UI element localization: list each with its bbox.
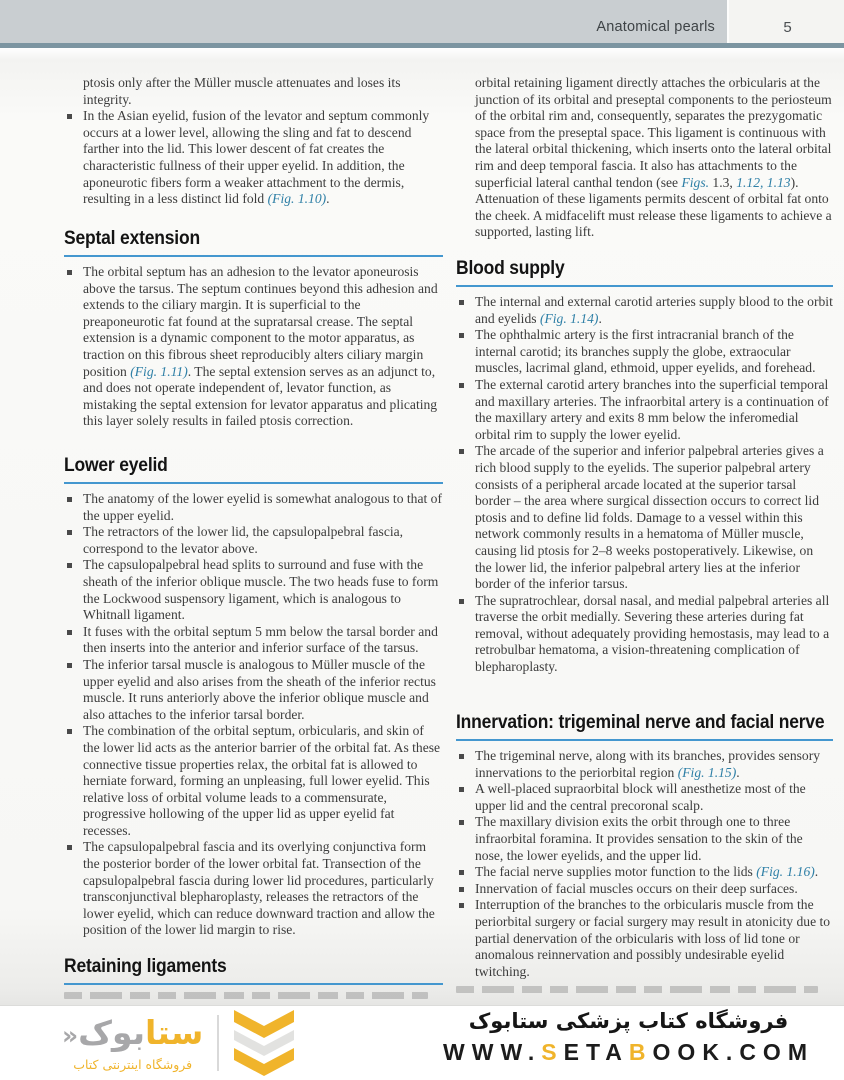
- text-run: The facial nerve supplies motor function to the lids: [475, 864, 757, 880]
- bullet-list: [456, 294, 833, 676]
- running-header-title: Anatomical pearls: [596, 19, 715, 35]
- footer-url: [443, 1039, 814, 1066]
- logo-divider: [217, 1015, 219, 1071]
- figure-reference: 1.12, 1.13: [736, 174, 791, 190]
- footer-url-segment: WWW.: [443, 1039, 542, 1065]
- content-section: [456, 75, 833, 257]
- bullet-item: [456, 748, 833, 781]
- chevron-emblem-icon: [233, 1010, 295, 1076]
- text-run: In the Asian eyelid, fusion of the levator and septum commonly occurs at a lower level, allowing the sling and fat to descend farther into the lid. This lower descent of fat creates the characteristic fullness of their upper eyelid. In addition, the aponeurotic fibers form a weaker attachment to the dermis, resulting in a less distinct lid fold: [83, 108, 430, 207]
- page-content: [0, 48, 844, 1006]
- text-run: The internal and external carotid arteries supply blood to the orbit and eyelids: [475, 294, 833, 326]
- running-header-band: [0, 0, 727, 43]
- bullet-item: [64, 557, 443, 623]
- text-run: The maxillary division exits the orbit through one to three infraorbital foramina. It provides sensation to the skin of the nose, the lower eyelids, and the upper lid.: [475, 814, 803, 863]
- section-heading: [456, 258, 833, 287]
- text-run: The trigeminal nerve, along with its branches, provides sensory innervations to the periorbital region: [475, 748, 821, 780]
- bullet-item: [64, 657, 443, 723]
- bullet-list: [64, 491, 443, 939]
- bullet-item: [64, 624, 443, 657]
- text-run: The orbital septum has an adhesion to the levator aponeurosis above the tarsus. The septum continues beyond this adhesion and extends to the ciliary margin. It is superficial to the preaponeurotic fat found at the supratarsal crease. The septal extension is a dynamic component to the motor apparatus, as traction on this fibrous sheet reproducibly alters ciliary margin position: [83, 264, 438, 379]
- bullet-item: [456, 443, 833, 592]
- content-section: [456, 712, 833, 1005]
- right-column: [456, 75, 833, 1005]
- section-heading: [64, 228, 443, 257]
- section-heading-text: Blood supply: [456, 258, 565, 279]
- text-run: The anatomy of the lower eyelid is somewhat analogous to that of the upper eyelid.: [83, 491, 443, 523]
- footer-url-segment: ETA: [563, 1039, 629, 1065]
- text-run: .: [814, 864, 819, 880]
- bullet-item: [456, 593, 833, 676]
- text-run: The supratrochlear, dorsal nasal, and medial palpebral arteries all traverse the orbit medially. Severing these arteries during fat removal, without adequately providing hemostasis, may lead to a retrobulbar hematoma, a vision-threatening complication of blepharoplasty.: [475, 592, 830, 675]
- text-run: The capsulopalpebral fascia and its overlying conjunctiva form the posterior border of the lower orbital fat. Transection of the capsulopalpebral fascia during lower lid procedures, particularly transconjunctival blepharoplasty, releases the retractors of the lower eyelid, which can reduce downward traction and allow the position of the lower lid margin to rise.: [83, 839, 435, 938]
- bullet-item: [456, 814, 833, 864]
- setabook-wordmark: [62, 1012, 204, 1054]
- text-run: It fuses with the orbital septum 5 mm below the tarsal border and then inserts into the anterior and inferior surface of the tarsus.: [83, 623, 438, 656]
- figure-reference: (Fig. 1.14): [539, 310, 599, 326]
- guillemet-mark-icon: «: [62, 1020, 79, 1050]
- bullet-item: [456, 294, 833, 327]
- text-run: The inferior tarsal muscle is analogous to Müller muscle of the upper eyelid and also arises from the sheath of the inferior rectus muscle. It runs anteriorly above the inferior oblique muscle and also attaches to the inferior tarsal border.: [83, 656, 436, 722]
- bullet-list: [456, 75, 833, 241]
- store-title: فروشگاه کتاب پزشکی ستابوک: [468, 1009, 789, 1033]
- wordmark-secondary: بوک: [78, 1012, 146, 1052]
- bullet-item: [456, 377, 833, 443]
- footer-url-segment: B: [628, 1039, 653, 1065]
- figure-reference: Figs.: [681, 174, 710, 190]
- text-run: The external carotid artery branches into the superficial temporal and maxillary arteries. The infraorbital artery is a continuation of the maxillary artery and exits 8 mm below the inferomedial orbital rim to supply the lower eyelid.: [475, 376, 829, 442]
- watermark-footer: [0, 1006, 844, 1080]
- section-heading: [64, 956, 443, 985]
- section-heading-text: Lower eyelid: [64, 455, 168, 476]
- bullet-item: [64, 524, 443, 557]
- content-section: [64, 956, 443, 1005]
- text-run: .: [598, 310, 602, 326]
- setabook-logo-subtitle: فروشگاه اینترنتی کتاب: [73, 1056, 193, 1072]
- bullet-item: [64, 839, 443, 939]
- text-run: ). Attenuation of these ligaments permits descent of orbital fat onto the cheek. A midfacelift must release these ligaments to achieve a supported, lasting lift.: [475, 174, 832, 240]
- bullet-item: [64, 264, 443, 430]
- continuation-paragraph: [64, 75, 443, 108]
- left-column: [64, 75, 443, 1005]
- section-heading: [456, 712, 833, 741]
- continuation-paragraph: [456, 75, 833, 241]
- text-run: The capsulopalpebral head splits to surround and fuse with the sheath of the inferior oblique muscle. The two heads fuse to form the Lockwood suspensory ligament, which is analogous to Whitnall ligament.: [83, 557, 439, 623]
- figure-reference: (Fig. 1.16): [756, 864, 815, 880]
- bullet-item: [64, 723, 443, 839]
- page-number-box: [727, 0, 844, 43]
- store-info: [443, 1009, 814, 1066]
- text-run: 1.3,: [709, 174, 737, 190]
- text-run: Interruption of the branches to the orbicularis muscle from the periorbital surgery or facial surgery may result in atonicity due to partial denervation of the orbicularis with loss of lid tone or anomalous reinnervation and possibly undesirable eyelid twitching.: [475, 897, 831, 979]
- bullet-item: [64, 108, 443, 208]
- content-section: [64, 228, 443, 454]
- bullet-item: [64, 491, 443, 524]
- text-run: Innervation of facial muscles occurs on their deep surfaces.: [475, 880, 798, 896]
- bullet-item: [456, 781, 833, 814]
- bullet-item: [456, 881, 833, 898]
- bullet-list: [64, 75, 443, 208]
- content-section: [456, 258, 833, 711]
- footer-url-segment: S: [541, 1039, 564, 1065]
- wordmark-primary: ستا: [145, 1012, 204, 1052]
- text-run: orbital retaining ligament directly attaches the orbicularis at the junction of its orbital and preseptal components to the periosteum of the orbital rim and, consequently, separates the prezygomatic space from the preseptal space. This ligament is continuous with the lateral orbital thickening, which inserts onto the lateral orbital rim and deep temporal fascia. It also has attachments to the superficial lateral canthal tendon (see: [475, 75, 832, 190]
- section-heading-text: Septal extension: [64, 228, 200, 249]
- bullet-item: [456, 864, 833, 881]
- bullet-item: [456, 327, 833, 377]
- text-run: The ophthalmic artery is the first intracranial branch of the internal carotid; its branches supply the globe, extraocular muscles, lacrimal gland, ethmoid, upper eyelids, and forehead.: [475, 327, 816, 376]
- text-run: A well-placed supraorbital block will anesthetize most of the upper lid and the central precoronal scalp.: [475, 781, 806, 813]
- figure-reference: (Fig. 1.11): [130, 363, 188, 379]
- text-run: ptosis only after the Müller muscle attenuates and loses its integrity.: [83, 75, 401, 107]
- section-heading: [64, 455, 443, 484]
- section-heading-text: Innervation: trigeminal nerve and facial nerve: [456, 712, 825, 733]
- setabook-wordmark-block: [62, 1012, 204, 1072]
- text-run: . The septal extension serves as an adjunct to, and does not operate independent of, levator function, as mistaking the septal extension for levator apparatus and plicating this layer solely results in failed ptosis correction.: [83, 363, 438, 429]
- text-run: .: [326, 191, 330, 207]
- bullet-list: [456, 748, 833, 980]
- content-section: [64, 455, 443, 955]
- setabook-logo: [62, 1010, 295, 1076]
- text-run: .: [736, 764, 740, 780]
- bullet-item: [456, 897, 833, 980]
- figure-reference: (Fig. 1.15): [677, 764, 737, 780]
- content-section: [64, 75, 443, 227]
- text-run: The arcade of the superior and inferior palpebral arteries gives a rich blood supply to the eyelids. The superior palpebral artery consists of a peripheral arcade located at the superior tarsal border – the area where surgical dissection occurs to correct lid ptosis and to define lid folds. Damage to a vessel within this network commonly results in a hematoma of Müller muscle, causing lid ptosis for 2–8 weeks postoperatively. Likewise, on the lower lid, the inferior palpebral artery lies at the inferior border of the inferior tarsus.: [475, 443, 824, 592]
- footer-url-segment: OOK.COM: [652, 1039, 814, 1065]
- text-run: The combination of the orbital septum, orbicularis, and skin of the lower lid acts as the anterior barrier of the orbital fat. As these connective tissue properties relax, the orbital fat is allowed to herniate forward, forming an unpleasing, full lower eyelid. This relative loss of orbital volume leads to a commensurate, progressive hollowing of the upper lid as upper eyelid fat recesses.: [83, 723, 441, 838]
- page-number: 5: [783, 19, 792, 36]
- clipped-text-line: [64, 992, 428, 999]
- clipped-text-line: [456, 986, 818, 993]
- section-heading-text: Retaining ligaments: [64, 956, 227, 977]
- text-run: The retractors of the lower lid, the capsulopalpebral fascia, correspond to the levator above.: [83, 524, 404, 556]
- figure-reference: (Fig. 1.10): [267, 191, 327, 207]
- bullet-list: [64, 264, 443, 430]
